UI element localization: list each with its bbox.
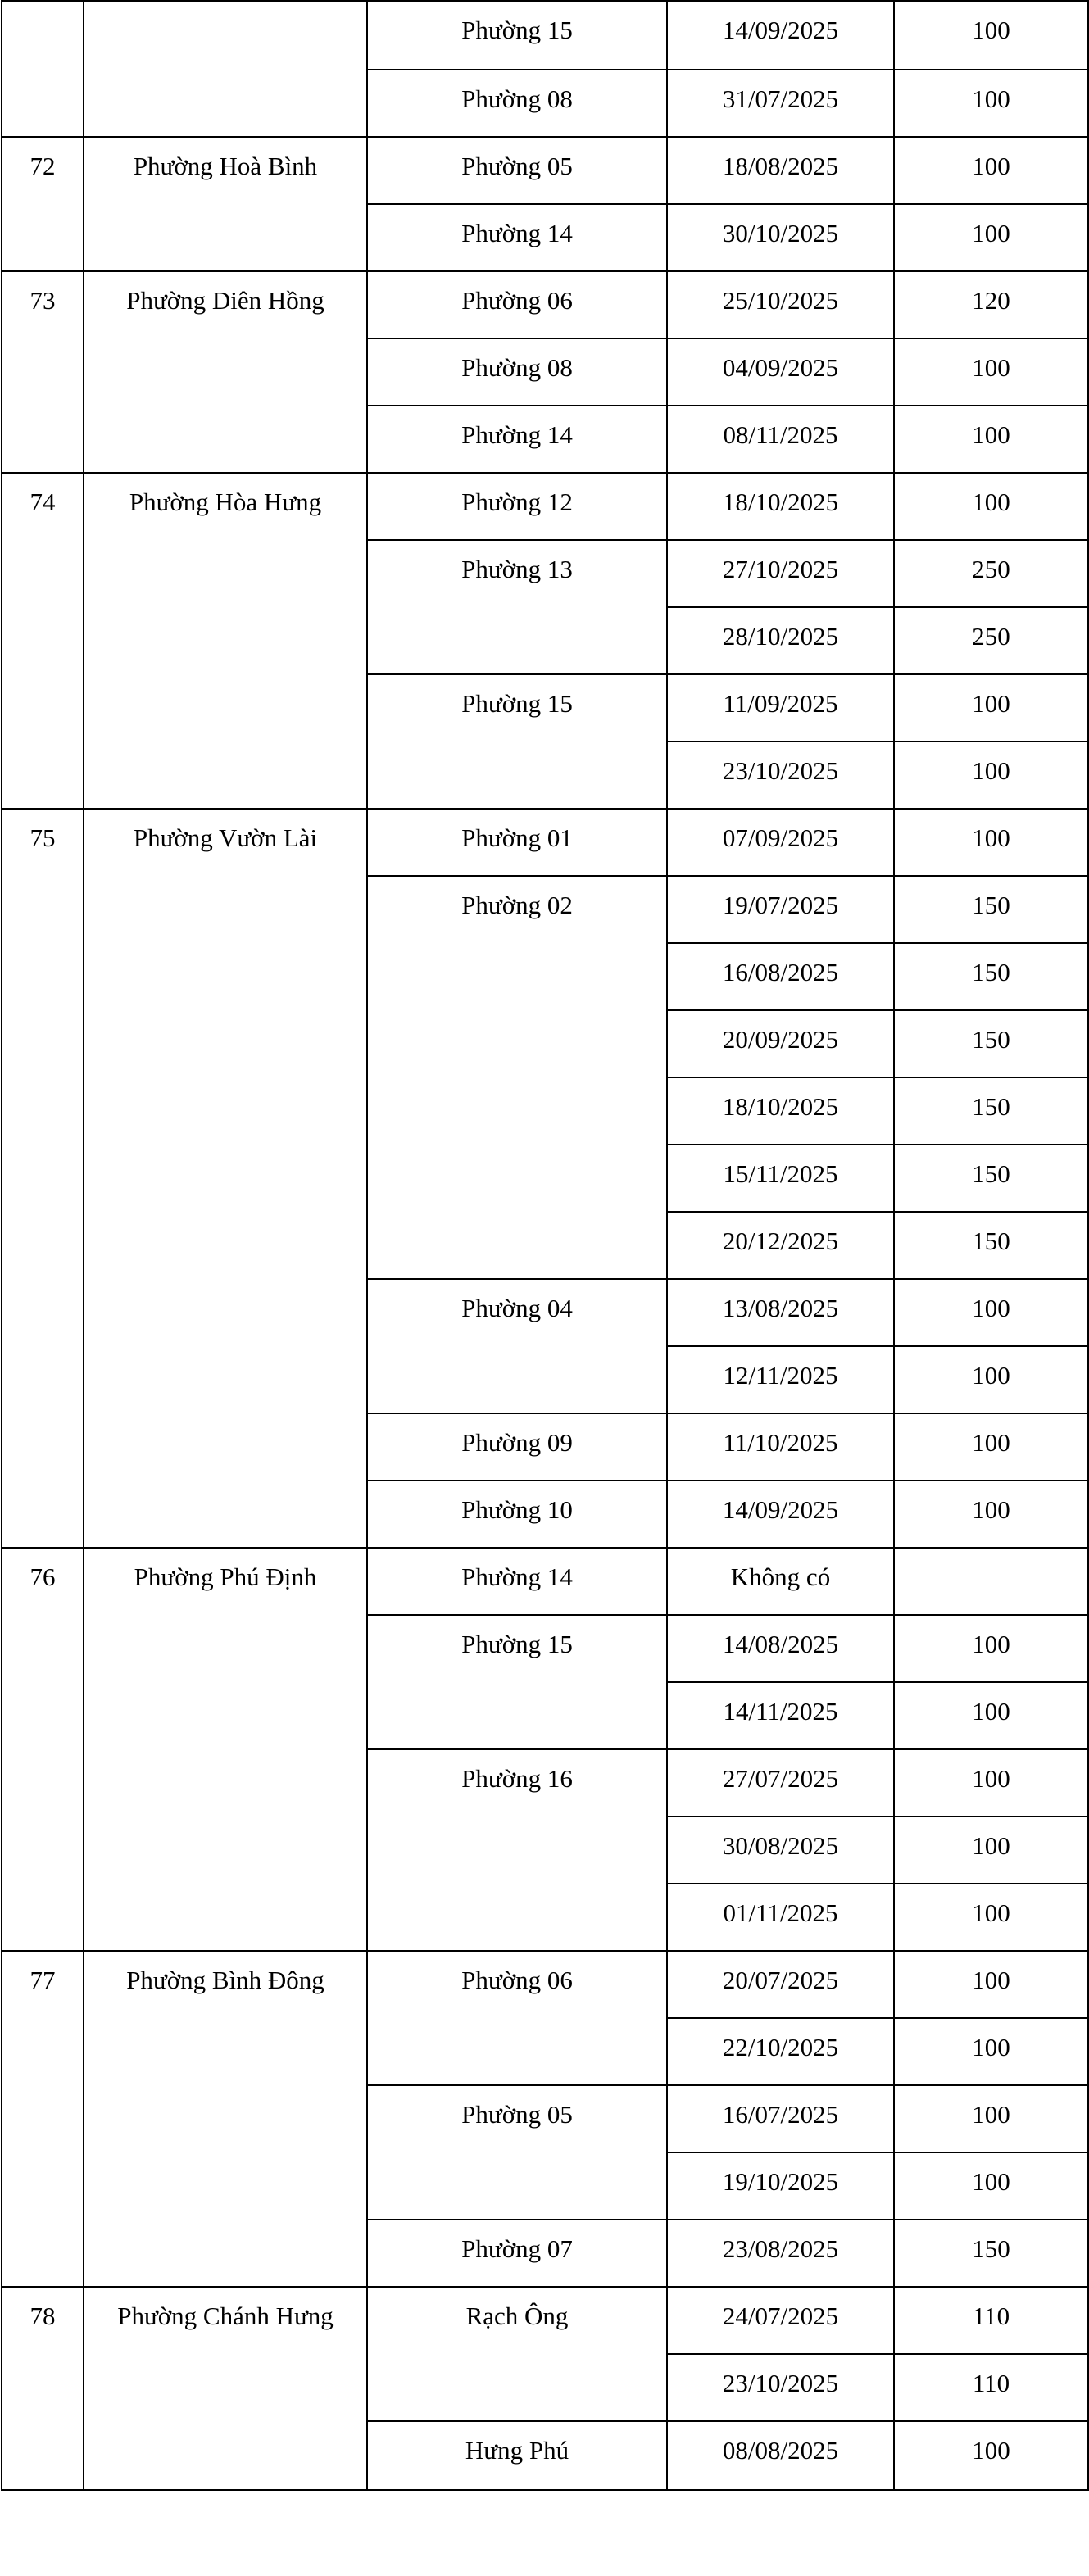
ward-cell-text: Phường 04 — [461, 1294, 573, 1322]
quantity-cell-text: 100 — [972, 420, 1010, 449]
date-cell-text: 20/09/2025 — [722, 1025, 839, 1054]
ward-cell-text: Phường 15 — [461, 16, 573, 44]
quantity-cell — [894, 271, 1088, 338]
date-cell — [667, 204, 894, 271]
stt-cell-text: 78 — [29, 2302, 56, 2330]
ward-cell-text: Phường 10 — [461, 1495, 573, 1524]
date-cell — [667, 2152, 894, 2220]
ward-cell-text: Phường 15 — [461, 1630, 573, 1658]
date-cell — [667, 943, 894, 1010]
ward-cell — [367, 1, 667, 70]
stt-cell-text: 73 — [29, 286, 56, 315]
stt-cell-text: 74 — [29, 488, 56, 516]
ward-cell-text: Phường 05 — [461, 152, 573, 180]
table-row — [2, 137, 1088, 204]
quantity-cell-empty — [894, 1548, 1088, 1615]
date-cell — [667, 1346, 894, 1413]
quantity-cell-text: 250 — [972, 555, 1010, 583]
quantity-cell-text: 100 — [972, 1764, 1010, 1793]
date-cell — [667, 406, 894, 473]
district-name-cell-text: Phường Phú Định — [134, 1562, 317, 1591]
quantity-cell — [894, 1816, 1088, 1884]
quantity-cell — [894, 2354, 1088, 2421]
district-name-cell — [84, 1, 367, 137]
quantity-cell-text: 100 — [972, 16, 1010, 44]
ward-cell-text: Phường 05 — [461, 2100, 573, 2129]
date-cell — [667, 876, 894, 943]
quantity-cell-text: 150 — [972, 1159, 1010, 1188]
ward-cell — [367, 2421, 667, 2490]
date-cell — [667, 540, 894, 607]
date-cell — [667, 674, 894, 742]
ward-cell — [367, 137, 667, 204]
quantity-cell-empty-text — [895, 1549, 1087, 1563]
date-cell-text: 15/11/2025 — [723, 1159, 838, 1188]
quantity-cell-text: 250 — [972, 622, 1010, 651]
date-cell — [667, 473, 894, 540]
quantity-cell-text: 100 — [972, 1966, 1010, 1994]
district-name-cell-text — [84, 2, 366, 16]
quantity-cell-text: 100 — [972, 1898, 1010, 1927]
date-cell-text: 25/10/2025 — [722, 286, 839, 315]
date-cell — [667, 1010, 894, 1077]
quantity-cell-text: 100 — [972, 1361, 1010, 1390]
quantity-cell-text: 150 — [972, 1092, 1010, 1121]
stt-cell-text: 76 — [29, 1562, 56, 1591]
date-cell-text: 19/07/2025 — [722, 891, 839, 919]
date-cell-text: 30/08/2025 — [722, 1831, 839, 1860]
quantity-cell — [894, 2152, 1088, 2220]
date-cell-text: 27/07/2025 — [722, 1764, 839, 1793]
ward-cell-text: Rạch Ông — [465, 2302, 569, 2330]
table-row — [2, 271, 1088, 338]
ward-cell — [367, 2085, 667, 2220]
quantity-cell-text: 100 — [972, 219, 1010, 247]
quantity-cell-text: 100 — [972, 1428, 1010, 1457]
date-cell — [667, 2287, 894, 2354]
date-cell-text: 18/10/2025 — [722, 1092, 839, 1121]
date-cell-text: 23/10/2025 — [722, 756, 839, 785]
ward-cell — [367, 809, 667, 876]
ward-cell — [367, 473, 667, 540]
quantity-cell — [894, 674, 1088, 742]
quantity-cell-text: 110 — [972, 2302, 1010, 2330]
date-cell-text: 01/11/2025 — [723, 1898, 838, 1927]
district-name-cell — [84, 473, 367, 809]
district-name-cell — [84, 137, 367, 271]
date-cell-text: 28/10/2025 — [722, 622, 839, 651]
quantity-cell — [894, 1682, 1088, 1749]
date-cell-text: 19/10/2025 — [722, 2167, 839, 2196]
stt-cell-text: 75 — [29, 823, 56, 852]
quantity-cell-text: 100 — [972, 353, 1010, 382]
date-cell-text: 12/11/2025 — [723, 1361, 838, 1390]
stt-cell — [2, 1951, 84, 2287]
quantity-cell — [894, 1212, 1088, 1279]
date-cell-text: 11/10/2025 — [723, 1428, 838, 1457]
ward-cell — [367, 1279, 667, 1413]
stt-cell — [2, 473, 84, 809]
date-cell-text: 04/09/2025 — [722, 353, 839, 382]
district-name-cell — [84, 1951, 367, 2287]
table-row — [2, 473, 1088, 540]
stt-cell-text — [2, 2, 83, 16]
quantity-cell — [894, 1346, 1088, 1413]
quantity-cell — [894, 204, 1088, 271]
quantity-cell-text: 100 — [972, 1294, 1010, 1322]
note-cell-text: Không có — [730, 1562, 831, 1591]
quantity-cell — [894, 540, 1088, 607]
district-name-cell-text: Phường Chánh Hưng — [117, 2302, 334, 2330]
quantity-cell-text: 150 — [972, 958, 1010, 986]
quantity-cell — [894, 1145, 1088, 1212]
ward-cell — [367, 540, 667, 674]
quantity-cell-text: 100 — [972, 1697, 1010, 1726]
quantity-cell — [894, 2018, 1088, 2085]
date-cell-text: 18/08/2025 — [722, 152, 839, 180]
quantity-cell — [894, 809, 1088, 876]
quantity-cell-text: 150 — [972, 891, 1010, 919]
district-name-cell-text: Phường Hoà Bình — [133, 152, 318, 180]
date-cell-text: 27/10/2025 — [722, 555, 839, 583]
date-cell-text: 08/11/2025 — [723, 420, 838, 449]
ward-cell — [367, 2287, 667, 2421]
stt-cell — [2, 1, 84, 137]
quantity-cell — [894, 742, 1088, 809]
quantity-cell-text: 150 — [972, 1025, 1010, 1054]
ward-cell — [367, 338, 667, 406]
quantity-cell — [894, 70, 1088, 137]
date-cell — [667, 2220, 894, 2287]
ward-cell-text: Phường 08 — [461, 84, 573, 113]
date-cell-text: 13/08/2025 — [722, 1294, 839, 1322]
quantity-cell-text: 150 — [972, 1227, 1010, 1255]
date-cell-text: 23/08/2025 — [722, 2234, 839, 2263]
district-name-cell-text: Phường Vườn Lài — [133, 823, 318, 852]
quantity-cell — [894, 137, 1088, 204]
date-cell — [667, 2421, 894, 2490]
date-cell-text: 23/10/2025 — [722, 2369, 839, 2397]
table-row — [2, 1951, 1088, 2018]
quantity-cell-text: 100 — [972, 84, 1010, 113]
ward-cell — [367, 70, 667, 137]
date-cell — [667, 2018, 894, 2085]
date-cell — [667, 1077, 894, 1145]
date-cell-text: 31/07/2025 — [722, 84, 839, 113]
date-cell — [667, 1749, 894, 1816]
district-name-cell — [84, 2287, 367, 2490]
date-cell-text: 11/09/2025 — [723, 689, 838, 718]
district-name-cell-text: Phường Diên Hồng — [126, 286, 324, 315]
ward-cell-text: Phường 16 — [461, 1764, 573, 1793]
ward-cell — [367, 2220, 667, 2287]
date-cell — [667, 70, 894, 137]
date-cell-text: 16/08/2025 — [722, 958, 839, 986]
date-cell — [667, 742, 894, 809]
quantity-cell-text: 100 — [972, 1831, 1010, 1860]
date-cell-text: 08/08/2025 — [722, 2436, 839, 2465]
ward-cell-text: Phường 13 — [461, 555, 573, 583]
ward-cell-text: Phường 12 — [461, 488, 573, 516]
quantity-cell — [894, 1413, 1088, 1481]
date-cell-text: 07/09/2025 — [722, 823, 839, 852]
ward-cell-text: Phường 14 — [461, 420, 573, 449]
ward-cell-text: Phường 01 — [461, 823, 573, 852]
note-cell — [667, 1548, 894, 1615]
schedule-table-body — [2, 1, 1088, 2490]
ward-cell — [367, 204, 667, 271]
ward-cell-text: Phường 02 — [461, 891, 573, 919]
quantity-cell — [894, 607, 1088, 674]
quantity-cell — [894, 406, 1088, 473]
stt-cell — [2, 2287, 84, 2490]
ward-cell-text: Phường 14 — [461, 1562, 573, 1591]
date-cell — [667, 809, 894, 876]
quantity-cell-text: 100 — [972, 2033, 1010, 2061]
date-cell — [667, 137, 894, 204]
district-name-cell — [84, 809, 367, 1548]
ward-cell — [367, 271, 667, 338]
ward-cell-text: Phường 08 — [461, 353, 573, 382]
ward-cell — [367, 674, 667, 809]
quantity-cell — [894, 2220, 1088, 2287]
quantity-cell — [894, 1010, 1088, 1077]
date-cell-text: 14/09/2025 — [722, 16, 839, 44]
stt-cell — [2, 137, 84, 271]
quantity-cell-text: 120 — [972, 286, 1010, 315]
ward-cell — [367, 1615, 667, 1749]
quantity-cell — [894, 473, 1088, 540]
quantity-cell-text: 100 — [972, 1495, 1010, 1524]
ward-cell — [367, 1481, 667, 1548]
district-name-cell — [84, 1548, 367, 1951]
stt-cell-text: 72 — [29, 152, 56, 180]
date-cell — [667, 607, 894, 674]
ward-cell-text: Phường 14 — [461, 219, 573, 247]
table-row — [2, 2287, 1088, 2354]
quantity-cell-text: 100 — [972, 488, 1010, 516]
quantity-cell — [894, 1884, 1088, 1951]
quantity-cell — [894, 338, 1088, 406]
ward-cell — [367, 876, 667, 1279]
quantity-cell — [894, 1279, 1088, 1346]
quantity-cell-text: 100 — [972, 823, 1010, 852]
date-cell — [667, 1884, 894, 1951]
date-cell-text: 20/12/2025 — [722, 1227, 839, 1255]
ward-cell-text: Phường 06 — [461, 1966, 573, 1994]
stt-cell — [2, 1548, 84, 1951]
table-row — [2, 1548, 1088, 1615]
schedule-table — [1, 0, 1089, 2491]
ward-cell — [367, 1413, 667, 1481]
ward-cell-text: Phường 09 — [461, 1428, 573, 1457]
date-cell-text: 14/11/2025 — [723, 1697, 838, 1726]
date-cell — [667, 2354, 894, 2421]
date-cell — [667, 1413, 894, 1481]
quantity-cell-text: 100 — [972, 689, 1010, 718]
quantity-cell-text: 150 — [972, 2234, 1010, 2263]
date-cell — [667, 1816, 894, 1884]
quantity-cell — [894, 1077, 1088, 1145]
quantity-cell — [894, 943, 1088, 1010]
table-row — [2, 809, 1088, 876]
quantity-cell — [894, 2085, 1088, 2152]
quantity-cell — [894, 1, 1088, 70]
date-cell — [667, 271, 894, 338]
ward-cell-text: Phường 06 — [461, 286, 573, 315]
date-cell — [667, 2085, 894, 2152]
district-name-cell-text: Phường Bình Đông — [126, 1966, 324, 1994]
date-cell — [667, 1615, 894, 1682]
date-cell — [667, 1682, 894, 1749]
date-cell — [667, 1481, 894, 1548]
date-cell-text: 22/10/2025 — [722, 2033, 839, 2061]
ward-cell — [367, 1548, 667, 1615]
ward-cell — [367, 406, 667, 473]
district-name-cell — [84, 271, 367, 473]
ward-cell-text: Phường 07 — [461, 2234, 573, 2263]
stt-cell — [2, 271, 84, 473]
date-cell-text: 14/08/2025 — [722, 1630, 839, 1658]
quantity-cell — [894, 1615, 1088, 1682]
date-cell — [667, 1145, 894, 1212]
ward-cell-text: Hưng Phú — [465, 2436, 569, 2465]
quantity-cell-text: 100 — [972, 2167, 1010, 2196]
date-cell — [667, 1212, 894, 1279]
quantity-cell — [894, 2287, 1088, 2354]
date-cell — [667, 1951, 894, 2018]
date-cell-text: 20/07/2025 — [722, 1966, 839, 1994]
quantity-cell-text: 100 — [972, 1630, 1010, 1658]
ward-cell-text: Phường 15 — [461, 689, 573, 718]
date-cell — [667, 338, 894, 406]
table-row — [2, 1, 1088, 70]
quantity-cell-text: 100 — [972, 2436, 1010, 2465]
ward-cell — [367, 1749, 667, 1951]
date-cell-text: 14/09/2025 — [722, 1495, 839, 1524]
date-cell — [667, 1279, 894, 1346]
quantity-cell — [894, 1749, 1088, 1816]
quantity-cell — [894, 2421, 1088, 2490]
quantity-cell — [894, 876, 1088, 943]
date-cell-text: 24/07/2025 — [722, 2302, 839, 2330]
date-cell-text: 18/10/2025 — [722, 488, 839, 516]
stt-cell-text: 77 — [29, 1966, 56, 1994]
date-cell-text: 16/07/2025 — [722, 2100, 839, 2129]
quantity-cell — [894, 1951, 1088, 2018]
quantity-cell-text: 100 — [972, 152, 1010, 180]
quantity-cell — [894, 1481, 1088, 1548]
quantity-cell-text: 100 — [972, 756, 1010, 785]
quantity-cell-text: 100 — [972, 2100, 1010, 2129]
stt-cell — [2, 809, 84, 1548]
date-cell-text: 30/10/2025 — [722, 219, 839, 247]
date-cell — [667, 1, 894, 70]
ward-cell — [367, 1951, 667, 2085]
district-name-cell-text: Phường Hòa Hưng — [129, 488, 322, 516]
quantity-cell-text: 110 — [972, 2369, 1010, 2397]
